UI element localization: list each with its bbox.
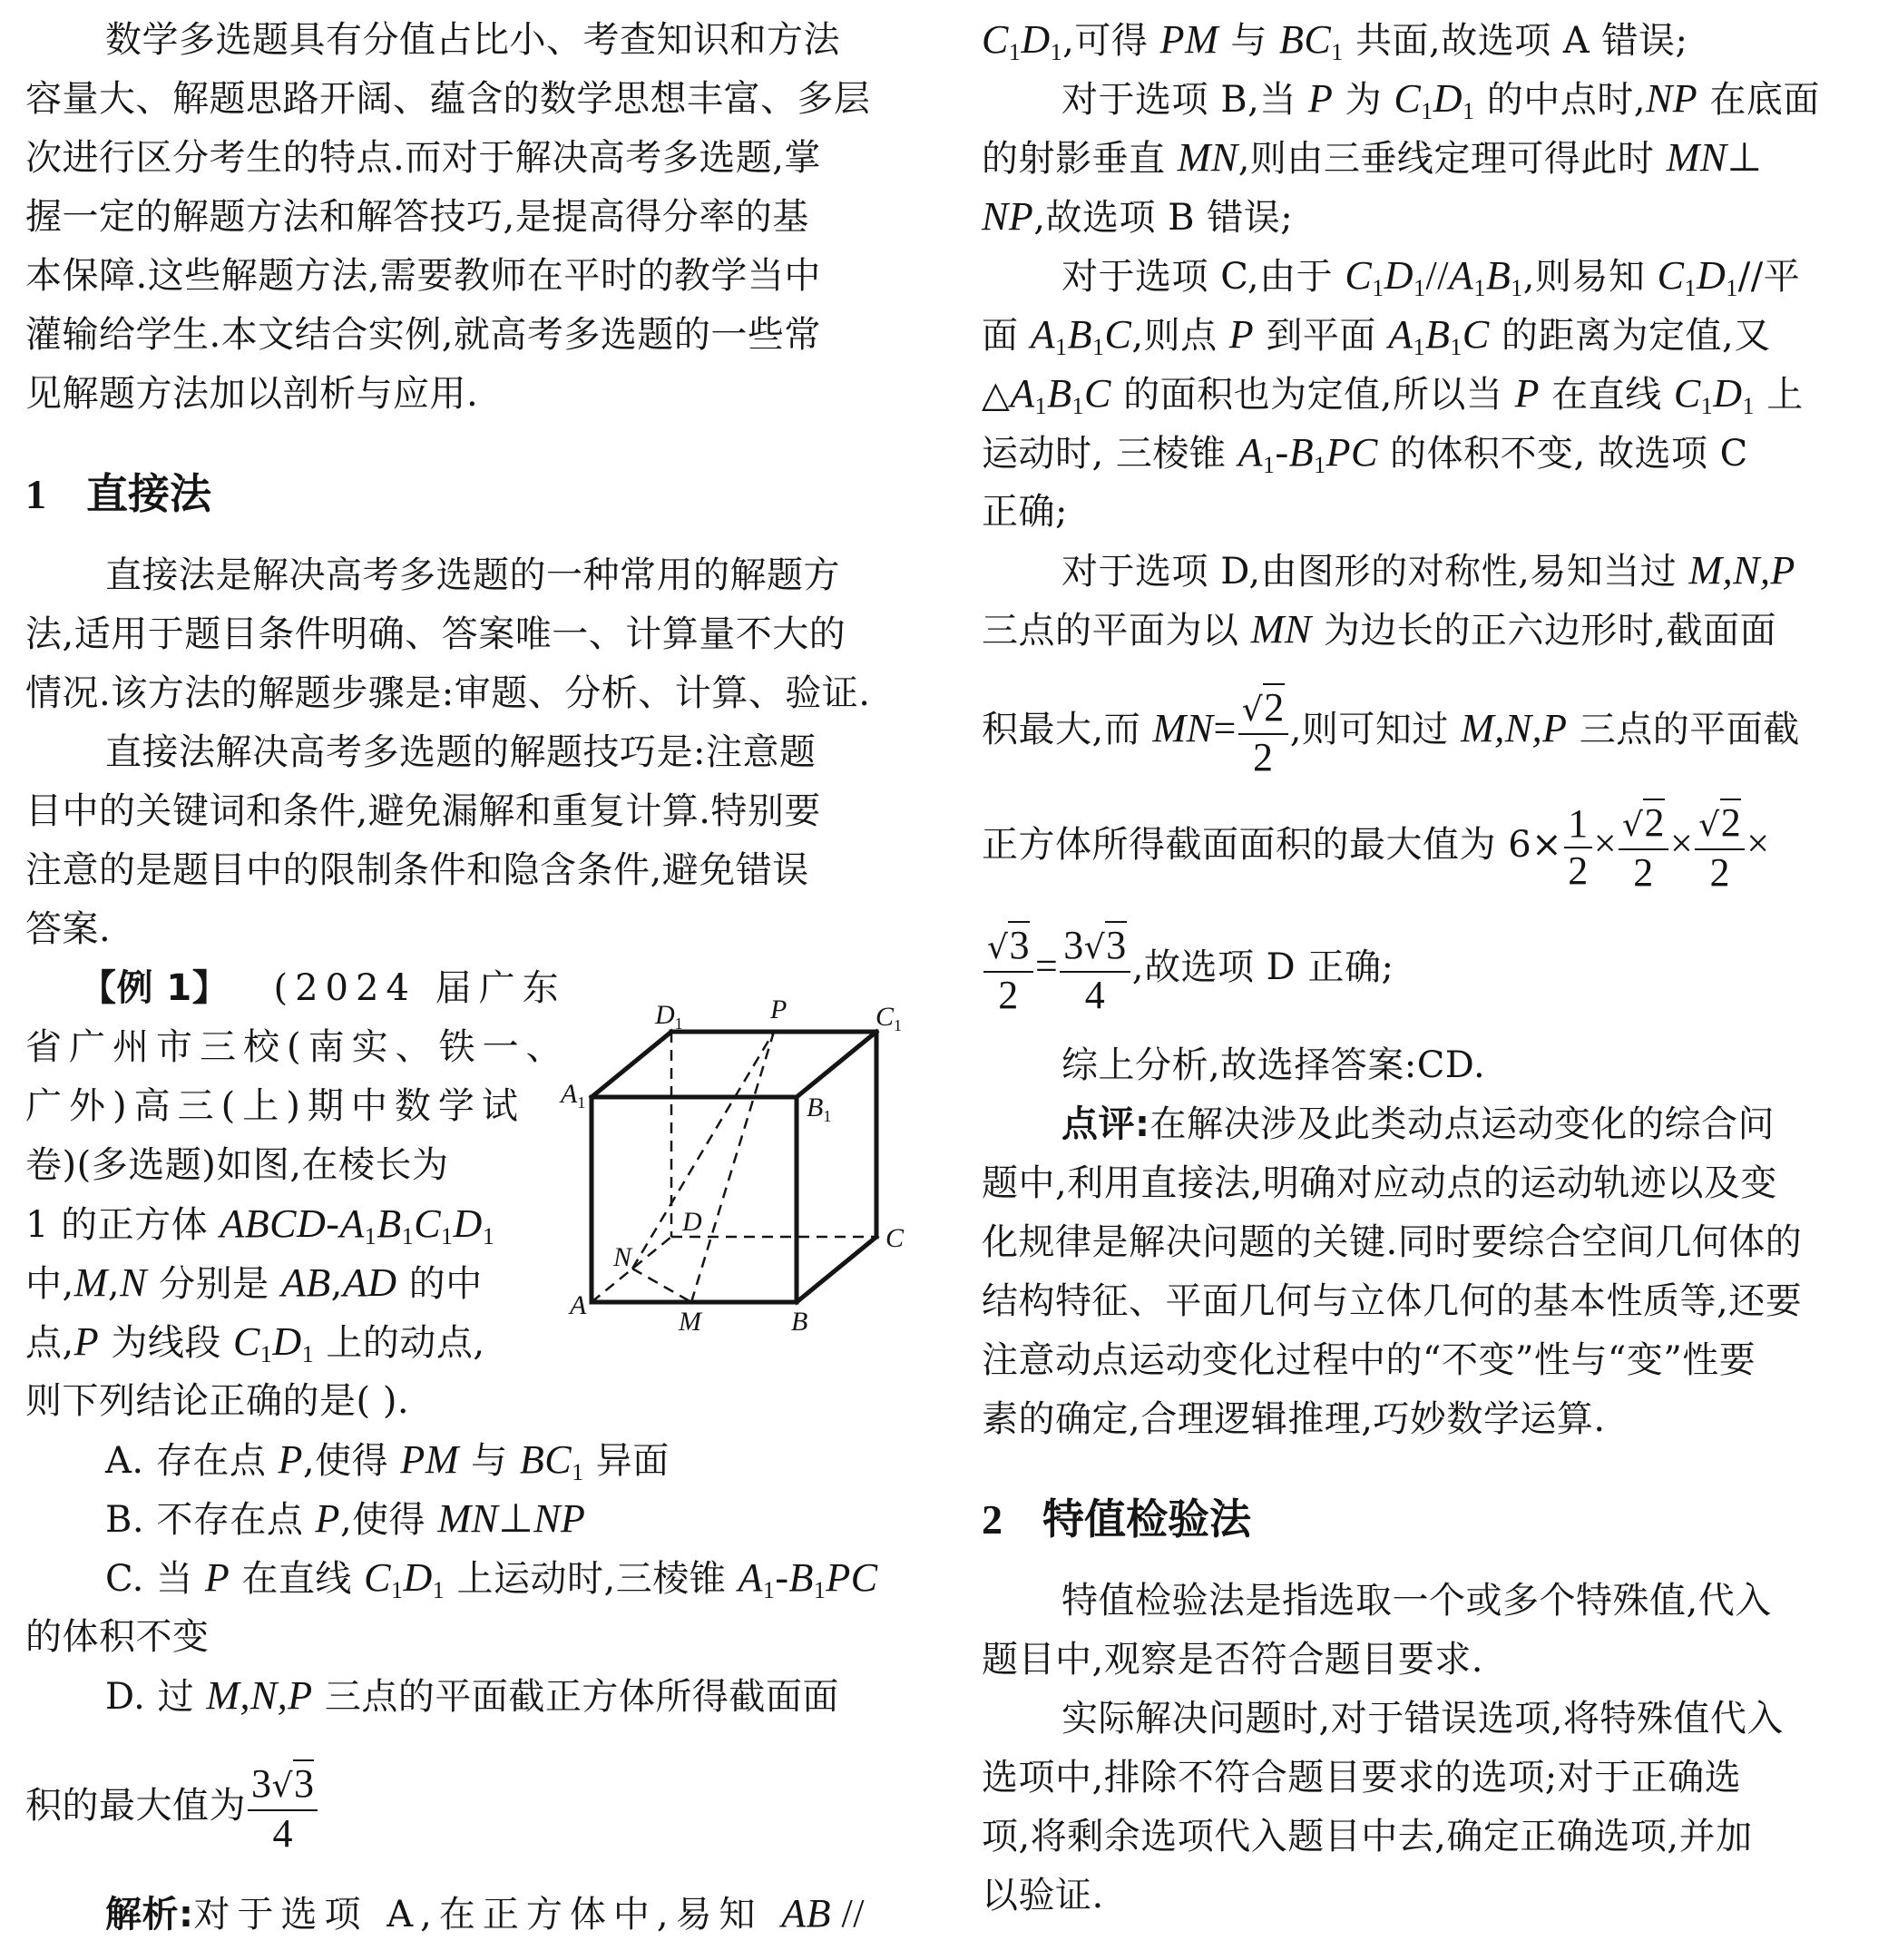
math: NP [982, 194, 1034, 239]
edge-a1-d1 [592, 1032, 671, 1097]
text: 的距离为定值,又 [1489, 315, 1771, 357]
math: B [788, 1555, 814, 1600]
math: AB [280, 1260, 331, 1305]
analysis-line [982, 313, 1771, 369]
fraction-sqrt3-over-2 [983, 923, 1033, 1018]
text: 与 [1218, 20, 1280, 62]
math: D [272, 1319, 302, 1364]
times: × [1669, 821, 1694, 866]
fraction-sqrt2-over-2 [1238, 685, 1288, 780]
num: 2 [1720, 799, 1742, 845]
subscript: 1 [1700, 393, 1714, 419]
math: BC [519, 1437, 572, 1482]
example-line [25, 1320, 485, 1377]
example-line: 省广州市三校(南实、铁一、 [25, 1026, 570, 1068]
math: C [1462, 312, 1490, 357]
den: 4 [1084, 972, 1106, 1017]
math: AB [781, 1891, 832, 1936]
subscript: 1 [1473, 275, 1486, 301]
times: × [1746, 821, 1770, 866]
paragraph-line: 以验证. [982, 1875, 1104, 1916]
math: PM [1159, 17, 1219, 62]
math: A [1237, 430, 1264, 475]
paragraph-line: 选项中,排除不符合题目要求的选项;对于正确选 [982, 1757, 1742, 1798]
analysis-line [982, 136, 1762, 181]
text: , [107, 1263, 121, 1305]
sqrt-icon: √ [271, 1767, 293, 1805]
subscript: 1 [432, 1577, 445, 1603]
text: 对于选项 B,当 [1061, 79, 1309, 121]
comment-line: 注意动点运动变化过程中的“不变”性与“变”性要 [982, 1339, 1756, 1381]
sqrt-icon: √ [1698, 806, 1720, 844]
fraction-sqrt2-over-2 [1695, 800, 1745, 896]
math: NP [1645, 76, 1698, 121]
perp-symbol: ⊥ [1727, 135, 1763, 180]
section-heading-1 [25, 461, 211, 521]
example-line: 则下列结论正确的是( ). [25, 1380, 410, 1422]
math: P [315, 1496, 340, 1541]
analysis-line [982, 77, 1820, 133]
text: A. 存在点 [105, 1440, 279, 1482]
comment-label: 点评: [1061, 1103, 1150, 1145]
option-b [25, 1497, 585, 1542]
subscript: 1 [259, 1341, 273, 1367]
example-line: 卷)(多选题)如图,在棱长为 [25, 1144, 449, 1186]
den: 2 [1252, 734, 1274, 779]
analysis-line [982, 679, 1800, 780]
subscript: 1 [1331, 39, 1344, 65]
label-b1: $B_1$ [807, 1093, 832, 1125]
intro-line: 灌输给学生.本文结合实例,就高考多选题的一些常 [25, 314, 821, 356]
text: 的中点时, [1474, 79, 1646, 121]
text: 积最大,而 [982, 709, 1153, 750]
math: B [1067, 312, 1092, 357]
comment-line: 结构特征、平面几何与立体几何的基本性质等,还要 [982, 1280, 1803, 1322]
summary-line: 综上分析,故选择答案:CD. [1061, 1044, 1486, 1086]
perp-symbol: ⊥ [498, 1496, 534, 1541]
math: PM [400, 1437, 459, 1482]
math: M,N,P [206, 1673, 313, 1718]
analysis-line [982, 431, 1748, 487]
text: 积的最大值为 [25, 1785, 246, 1827]
text: C. 当 [105, 1558, 205, 1600]
text: ,则易知 [1522, 256, 1658, 298]
text: 三点的平面截正方体所得截面面 [312, 1676, 839, 1718]
math: P [73, 1319, 100, 1364]
analysis-line [982, 549, 1795, 593]
label-a1: $A_1$ [561, 1079, 586, 1112]
text: 的体积不变, 故选项 C [1377, 433, 1748, 475]
num: 3 [1106, 922, 1127, 967]
segment-n-p [632, 1032, 774, 1269]
fraction-3sqrt3-over-4 [1060, 923, 1130, 1018]
subscript: 1 [1511, 275, 1523, 301]
parallel-symbol: // [831, 1891, 865, 1936]
den: 4 [272, 1810, 293, 1856]
text: 在解决涉及此类动点运动变化的综合问 [1149, 1103, 1775, 1145]
subscript: 1 [364, 1223, 377, 1250]
option-d-cont [25, 1760, 319, 1857]
text: 在直线 [230, 1558, 365, 1600]
triangle-symbol: △ [982, 374, 1011, 416]
section-number: 1 [25, 471, 46, 517]
segment-n-m [632, 1269, 691, 1302]
text: 1 的正方体 [25, 1204, 220, 1246]
paragraph-line: 项,将剩余选项代入题目中去,确定正确选项,并加 [982, 1816, 1753, 1857]
subscript: 1 [1413, 275, 1426, 301]
section-number: 2 [982, 1496, 1003, 1543]
text: 对于选项 C,由于 [1061, 256, 1345, 298]
subscript: 1 [1726, 275, 1738, 301]
subscript: 1 [391, 1577, 404, 1603]
math: C [1084, 371, 1111, 416]
math: ABCD-A [220, 1201, 365, 1246]
text: 三点的平面截 [1567, 709, 1800, 750]
paragraph-line: 直接法解决高考多选题的解题技巧是:注意题 [105, 731, 817, 773]
math: B [377, 1201, 402, 1246]
subscript: 1 [1050, 39, 1063, 65]
text: ,使得 [302, 1440, 401, 1482]
math: P [278, 1437, 303, 1482]
num: 2 [1644, 799, 1665, 845]
sqrt-icon: √ [1241, 691, 1264, 729]
sqrt-icon: √ [987, 928, 1009, 966]
fraction-sqrt2-over-2 [1619, 800, 1668, 896]
section-heading-2 [982, 1486, 1251, 1546]
den: 2 [998, 972, 1019, 1017]
subscript: 1 [1008, 39, 1022, 65]
edge-b1-c1 [797, 1032, 876, 1097]
text: 在直线 [1539, 374, 1674, 416]
paragraph-line: 特值检验法是指选取一个或多个特殊值,代入 [1061, 1580, 1772, 1622]
text: 为线段 [99, 1322, 234, 1364]
analysis-line [25, 1892, 865, 1936]
math: C [1673, 371, 1701, 416]
subscript: 1 [1055, 334, 1068, 360]
paragraph-line: 题目中,观察是否符合题目要求. [982, 1639, 1483, 1681]
text: - [1275, 430, 1289, 475]
option-c [25, 1556, 878, 1612]
math: D [1713, 371, 1743, 416]
comment-line: 题中,利用直接法,明确对应动点的运动轨迹以及变 [982, 1162, 1777, 1204]
text: ,使得 [339, 1499, 438, 1541]
text: ,可得 [1062, 20, 1160, 62]
analysis-line [982, 608, 1776, 652]
math: MN [437, 1496, 499, 1541]
math: P [1228, 312, 1255, 357]
label-a: A [570, 1290, 587, 1320]
math: C [1657, 253, 1685, 298]
math: NP [533, 1496, 586, 1541]
section-title: 特值检验法 [1042, 1494, 1251, 1544]
times: × [1593, 821, 1618, 866]
subscript: 1 [1314, 452, 1326, 478]
subscript: 1 [1450, 334, 1462, 360]
paragraph-line: 法,适用于题目条件明确、答案唯一、计算量不大的 [25, 613, 846, 655]
math: D [1384, 253, 1414, 298]
text: D. 过 [105, 1676, 207, 1718]
text: 为 [1333, 79, 1394, 121]
equals: = [1213, 706, 1237, 750]
math: D [403, 1555, 433, 1600]
text: 对于选项 D,由图形的对称性,易知当过 [1061, 551, 1689, 593]
math: B [1485, 253, 1511, 298]
text: 的中 [396, 1263, 483, 1305]
math: C [1345, 253, 1373, 298]
subscript: 1 [1034, 393, 1048, 419]
math: C [233, 1319, 260, 1364]
num: 3 [293, 1760, 315, 1806]
math: P [1308, 76, 1334, 121]
text: 异面 [583, 1440, 670, 1482]
example-line [25, 1261, 483, 1306]
math: C [1394, 76, 1422, 121]
math: B [1288, 430, 1315, 475]
parallel-symbol: // [1425, 253, 1449, 298]
den: 2 [1709, 849, 1731, 895]
paragraph-line: 注意的是题目中的限制条件和隐含条件,避免错误 [25, 849, 809, 891]
paragraph-line: 直接法是解决高考多选题的一种常用的解题方 [105, 554, 840, 596]
example-label: 【例 1】 [80, 967, 230, 1009]
analysis-label: 解析: [105, 1894, 194, 1936]
text: 正方体所得截面面积的最大值为 6× [982, 824, 1563, 866]
text: 为边长的正六边形时,截面面 [1311, 610, 1777, 652]
subscript: 1 [1421, 98, 1433, 124]
label-m: M [679, 1307, 701, 1337]
text: 在底面 [1697, 79, 1820, 121]
label-d1: $D_1$ [655, 1000, 683, 1033]
subscript: 1 [1462, 98, 1475, 124]
paragraph-line: 答案. [25, 908, 112, 950]
num: 1 [1564, 801, 1592, 848]
text: 上 [1755, 374, 1804, 416]
subscript: 1 [762, 1577, 776, 1603]
example-source: (2024 届广东 [273, 967, 566, 1009]
label-c1: $C_1$ [876, 1002, 903, 1034]
den: 2 [1633, 849, 1654, 895]
text: 上的动点, [314, 1322, 485, 1364]
intro-line: 次进行区分考生的特点.而对于解决高考多选题,掌 [25, 137, 821, 179]
option-d [25, 1674, 839, 1719]
text: 面 [982, 315, 1031, 357]
subscript: 1 [482, 1223, 495, 1250]
text: 分别是 [146, 1263, 281, 1305]
math: BC [1279, 17, 1332, 62]
subscript: 1 [1071, 393, 1085, 419]
label-b: B [791, 1307, 808, 1337]
text: ,则可知过 [1289, 709, 1462, 750]
num: 2 [1264, 684, 1285, 730]
text: 到平面 [1254, 315, 1389, 357]
sqrt-icon: √ [1622, 806, 1644, 844]
option-c-cont: 的体积不变 [25, 1616, 210, 1658]
math: A [1030, 312, 1056, 357]
math: C [1104, 312, 1132, 357]
fraction-1-over-2 [1564, 801, 1592, 894]
fraction-3sqrt3-over-4 [248, 1761, 318, 1857]
subscript: 1 [1092, 334, 1105, 360]
math: B [1047, 371, 1072, 416]
text: , [330, 1263, 343, 1305]
math: C [982, 17, 1009, 62]
subscript: 1 [401, 1223, 415, 1250]
text: 对于选项 A,在正方体中,易知 [193, 1894, 782, 1936]
text: //平 [1737, 256, 1801, 298]
math: A [1388, 312, 1414, 357]
math: A [1010, 371, 1035, 416]
math: M [73, 1260, 108, 1305]
subscript: 1 [572, 1459, 584, 1485]
analysis-line [982, 18, 1688, 74]
math: C [364, 1555, 392, 1600]
example-line [25, 1202, 494, 1259]
subscript: 1 [813, 1577, 827, 1603]
intro-line: 见解题方法加以剖析与应用. [25, 373, 479, 415]
analysis-line [982, 254, 1800, 310]
text: 共面,故选项 A 错误; [1343, 20, 1688, 62]
text: ,故选项 D 正确; [1131, 946, 1394, 988]
cube-figure [562, 980, 944, 1343]
intro-line: 本保障.这些解题方法,需要教师在平时的教学当中 [25, 255, 821, 297]
text: 运动时, 三棱锥 [982, 433, 1238, 475]
equals: = [1034, 944, 1059, 988]
text: 上运动时,三棱锥 [445, 1558, 739, 1600]
text: ,则点 [1131, 315, 1229, 357]
paragraph-line: 情况.该方法的解题步骤是:审题、分析、计算、验证. [25, 672, 871, 714]
math: B [1425, 312, 1451, 357]
math: PC [826, 1555, 878, 1600]
math: D [1433, 76, 1463, 121]
comment-line: 素的确定,合理逻辑推理,巧妙数学运算. [982, 1398, 1606, 1440]
intro-line: 数学多选题具有分值占比小、考查知识和方法 [105, 19, 840, 61]
subscript: 1 [1263, 452, 1276, 478]
analysis-line [982, 195, 1293, 240]
text: 点, [25, 1322, 74, 1364]
math: A [1448, 253, 1474, 298]
math: A [738, 1555, 763, 1600]
text: 中, [25, 1263, 74, 1305]
math: M,N,P [1461, 706, 1568, 750]
text: 的面积也为定值,所以当 [1110, 374, 1515, 416]
math: MN [1152, 706, 1214, 750]
label-n: N [613, 1242, 632, 1272]
intro-line: 容量大、解题思路开阔、蕴含的数学思想丰富、多层 [25, 78, 871, 120]
comment-line: 化规律是解决问题的关键.同时要综合空间几何体的 [982, 1221, 1803, 1263]
text: - [775, 1555, 789, 1600]
sqrt-icon: √ [1083, 928, 1106, 966]
subscript: 1 [1684, 275, 1697, 301]
subscript: 1 [301, 1341, 315, 1367]
num: 3 [251, 1760, 272, 1806]
math: MN [1666, 135, 1727, 180]
math: P [1514, 371, 1540, 416]
subscript: 1 [1413, 334, 1426, 360]
math: D [1021, 17, 1051, 62]
text: 三点的平面为以 [982, 610, 1251, 652]
analysis-line [982, 794, 1770, 896]
section-title: 直接法 [86, 469, 211, 518]
analysis-line [982, 372, 1804, 428]
text: 的射影垂直 [982, 138, 1178, 180]
analysis-line: 正确; [982, 491, 1068, 533]
subscript: 1 [1742, 393, 1756, 419]
text: 与 [458, 1440, 520, 1482]
comment-line [982, 1102, 1775, 1146]
math: MN [1250, 607, 1312, 652]
paragraph-line: 目中的关键词和条件,避免漏解和重复计算.特别要 [25, 790, 821, 832]
math: PC [1326, 430, 1378, 475]
paragraph-line: 实际解决问题时,对于错误选项,将特殊值代入 [1061, 1698, 1784, 1740]
math: D [1697, 253, 1727, 298]
math: C [414, 1201, 442, 1246]
math: N [120, 1260, 147, 1305]
subscript: 1 [441, 1223, 454, 1250]
math: MN [1177, 135, 1238, 180]
text: ,则由三垂线定理可得此时 [1237, 138, 1667, 180]
num: 3 [1009, 922, 1030, 967]
math: AD [342, 1260, 397, 1305]
edge-b-c [797, 1237, 876, 1302]
math: M,N,P [1688, 548, 1795, 593]
option-a [25, 1438, 670, 1494]
text: ,故选项 B 错误; [1033, 197, 1294, 239]
den: 2 [1568, 848, 1589, 893]
num: 3 [1063, 922, 1084, 967]
subscript: 1 [1372, 275, 1384, 301]
label-c: C [885, 1223, 905, 1253]
math: P [204, 1555, 230, 1600]
example-line [80, 966, 566, 1010]
math: D [453, 1201, 483, 1246]
intro-line: 握一定的解题方法和解答技巧,是提高得分率的基 [25, 196, 809, 238]
label-p: P [770, 995, 787, 1024]
segment-m-p [691, 1032, 774, 1302]
analysis-line [982, 916, 1394, 1018]
example-line: 广外)高三(上)期中数学试 [25, 1085, 525, 1127]
text: B. 不存在点 [105, 1499, 316, 1541]
label-d: D [682, 1207, 702, 1237]
